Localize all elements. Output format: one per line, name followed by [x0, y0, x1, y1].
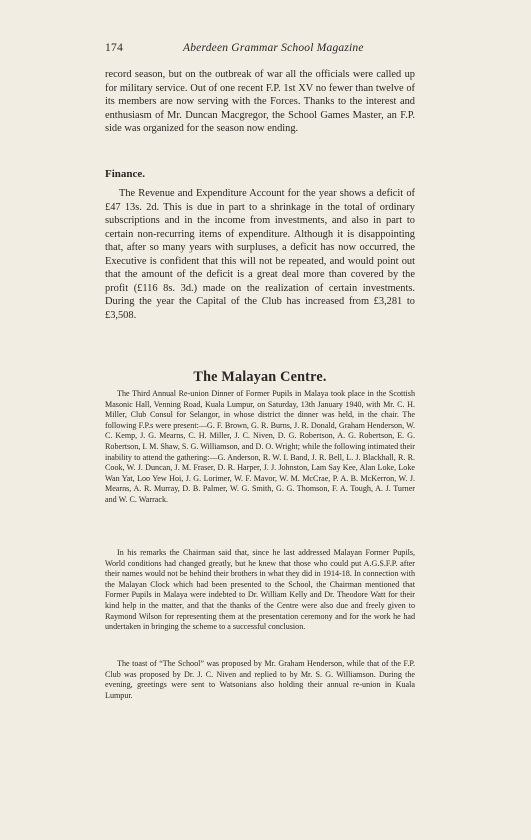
page-header	[105, 42, 415, 58]
finance-heading: Finance.	[105, 168, 146, 180]
malayan-paragraph-block-1	[105, 389, 415, 506]
page-number: 174	[105, 42, 124, 54]
finance-paragraph: The Revenue and Expenditure Account for the year shows a deficit of £47 13s. 2d. This is due in part to a shrinkage in the total of ordinary subscriptions and in the income from investments, and also in part to certain non-recurring items of expenditure. Although it is disappointing that, after so many years with surpluses, a deficit has now occurred, the Executive is confident that this will not be repeated, and would point out that the amount of the deficit is a great deal more than covered by the profit (£116 8s. 3d.) made on the realization of certain investments. During the year the Capital of the Club has increased from £3,281 to £3,508.	[105, 188, 415, 321]
malayan-centre-heading: The Malayan Centre.	[193, 369, 327, 385]
malayan-paragraph-block-2	[105, 548, 415, 633]
malayan-paragraph: The toast of “The School” was proposed by Mr. Graham Henderson, while that of the F.P. Club was proposed by Dr. J. C. Niven and replied to by Mr. S. G. Williamson. During the evening, greetings were sent to Watsonians also holding their annual re-union in Kuala Lumpur.	[105, 659, 415, 700]
running-title: Aberdeen Grammar School Magazine	[183, 42, 364, 54]
malayan-paragraph: In his remarks the Chairman said that, since he last addressed Malayan Former Pupils, World conditions had changed greatly, but he knew that those who could put A.G.S.F.P. after their names would not be behind their brothers in what they did in 1914-18. In connection with the Malayan Clock which had been presented to the School, the Chairman mentioned that Former Pupils in Malaya were indebted to Dr. William Kelly and Dr. Theodore Watt for their kind help in the matter, and that the thanks of the Centre were also due and freely given to Raymond Wilson for representing them at the presentation ceremony and for the work he had undertaken in bringing the scheme to a successful conclusion.	[105, 548, 415, 632]
finance-paragraph-block	[105, 187, 415, 322]
intro-paragraph: record season, but on the outbreak of war all the officials were called up for military service. Out of one recent F.P. 1st XV no fewer than twelve of its members are now serving with the Forces. Thanks to the interest and enthusiasm of Mr. Duncan Macgregor, the School Games Master, an F.P. side was organized for the season now ending.	[105, 69, 415, 134]
malayan-paragraph-block-3	[105, 659, 415, 701]
intro-paragraph-block	[105, 68, 415, 136]
malayan-paragraph: The Third Annual Re-union Dinner of Former Pupils in Malaya took place in the Scottish Masonic Hall, Venning Road, Kuala Lumpur, on Saturday, 13th January 1940, with Mr. C. H. Miller, Club Consul for Selangor, in whose district the dinner was held, in the chair. The following F.P.s were present:—G. F. Brown, G. R. Burns, J. R. Donald, Graham Henderson, W. C. Kemp, J. G. Mearns, C. H. Miller, J. C. Niven, D. G. Robertson, A. G. Robertson, E. G. Robertson, I. M. Shaw, S. G. Williamson, and D. O. Wright; while the following intimated their inability to attend the gathering:—G. Anderson, R. W. I. Band, J. R. Bell, L. J. Blackhall, R. R. Cook, W. J. Duncan, J. M. Fraser, D. R. Harper, J. J. Johnston, Lam Say Kee, Alan Loke, Loke Wan Yat, Loo Yew Hoi, J. G. Lorimer, W. F. Mavor, W. M. McCrae, P. A. B. McKerron, W. J. Mearns, A. R. Murray, D. B. Palmer, W. G. Smith, G. G. Thomson, F. A. Tough, A. J. Turner and W. C. Warrack.	[105, 389, 415, 504]
